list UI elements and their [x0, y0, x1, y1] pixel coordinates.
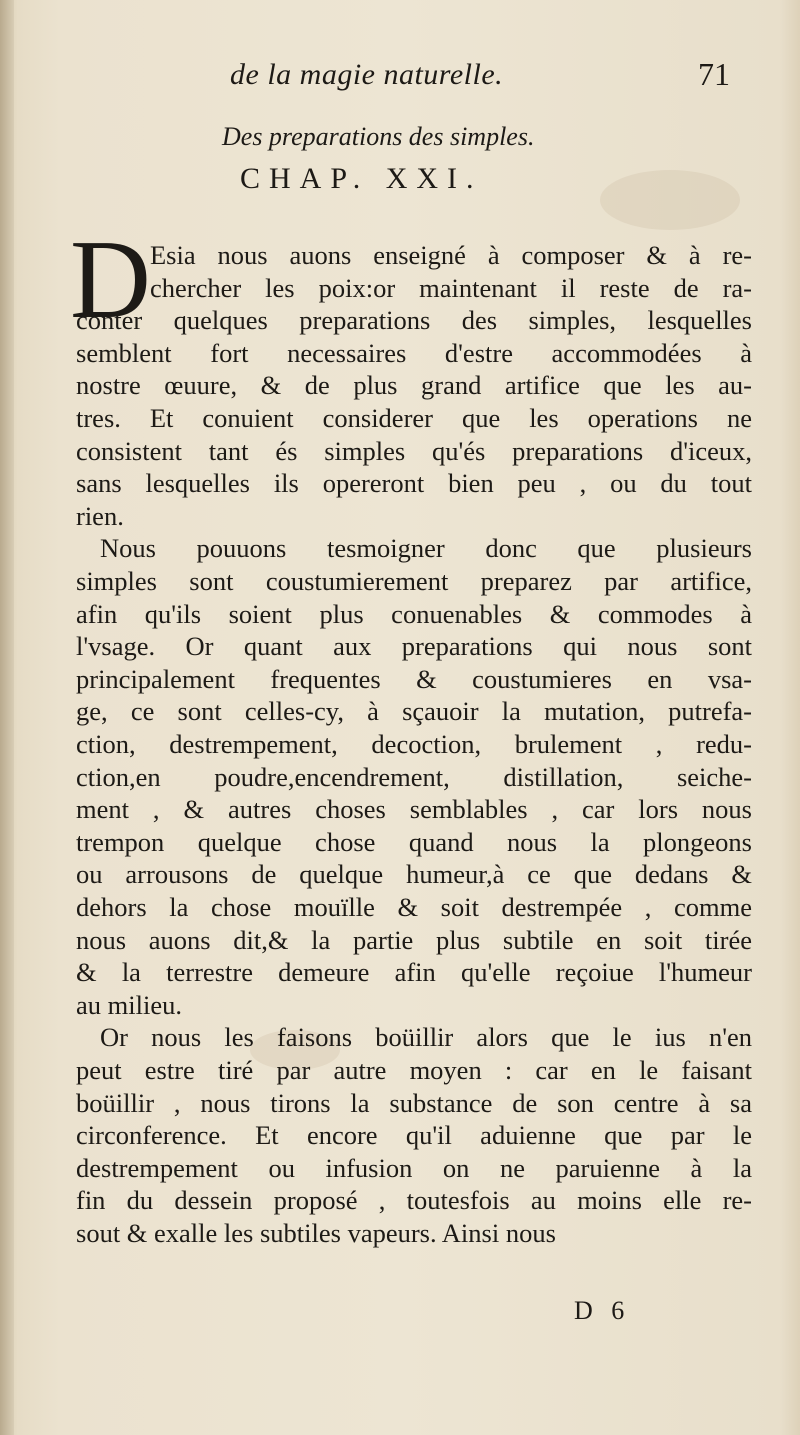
text-line: dehors la chose mouïlle & soit destrempée , comme: [76, 892, 752, 922]
text-line: Esia nous auons enseigné à composer & à re-: [150, 240, 752, 270]
text-line: conter quelques preparations des simples, lesquelles: [76, 305, 752, 336]
text-line: nostre œuure, & de plus grand artifice que les au-: [76, 370, 752, 401]
text-line: au milieu.: [76, 989, 182, 1020]
text-line: peut estre tiré par autre moyen : car en le faisant: [76, 1055, 752, 1085]
text-line: Or nous les faisons boüillir alors que le ius n'en: [100, 1022, 752, 1053]
text-line: rien.: [76, 500, 124, 531]
text-line: chercher les poix:or maintenant il reste de ra-: [150, 272, 752, 303]
text-line: sout & exalle les subtiles vapeurs. Ainsi nous: [76, 1218, 556, 1248]
text-line: semblent fort necessaires d'estre accommodées à: [76, 337, 752, 368]
text-line: simples sont coustumierement preparez par artifice,: [76, 566, 752, 596]
text-line: l'vsage. Or quant aux preparations qui nous sont: [76, 631, 752, 662]
text-line: sans lesquelles ils opereront bien peu , ou du tout: [76, 468, 752, 499]
drop-cap: D: [70, 218, 151, 342]
text-line: consistent tant és simples qu'és preparations d'iceux,: [76, 435, 752, 466]
page-gutter: [0, 0, 14, 1435]
chapter-heading: CHAP. XXI.: [240, 162, 483, 195]
text-line: ou arrousons de quelque humeur,à ce que dedans &: [76, 859, 752, 890]
text-line: circonference. Et encore qu'il aduienne que par le: [76, 1120, 752, 1151]
text-line: ction, destrempement, decoction, brulement , redu-: [76, 729, 752, 759]
text-line: fin du dessein proposé , toutesfois au moins elle re-: [76, 1185, 752, 1216]
catchword: D 6: [574, 1296, 631, 1325]
text-line: afin qu'ils soient plus conuenables & commodes à: [76, 598, 752, 629]
text-line: Nous pouuons tesmoigner donc que plusieurs: [100, 533, 752, 564]
text-line: trempon quelque chose quand nous la plongeons: [76, 826, 752, 857]
section-title: Des preparations des simples.: [222, 122, 535, 151]
text-line: boüillir , nous tirons la substance de son centre à sa: [76, 1087, 752, 1118]
text-line: destrempement ou infusion on ne paruienne à la: [76, 1152, 752, 1183]
text-line: & la terrestre demeure afin qu'elle reçoiue l'humeur: [76, 957, 752, 988]
text-line: tres. Et conuient considerer que les operations ne: [76, 403, 752, 433]
page-number: 71: [698, 56, 730, 92]
text-line: nous auons dit,& la partie plus subtile en soit tirée: [76, 924, 752, 955]
text-line: ge, ce sont celles-cy, à sçauoir la mutation, putrefa-: [76, 696, 752, 727]
text-line: principalement frequentes & coustumieres en vsa-: [76, 663, 752, 694]
paper-stain: [600, 170, 740, 230]
running-head: de la magie naturelle.: [230, 58, 504, 91]
text-line: ment , & autres choses semblables , car lors nous: [76, 794, 752, 825]
text-line: ction,en poudre,encendrement, distillation, seiche-: [76, 761, 752, 792]
